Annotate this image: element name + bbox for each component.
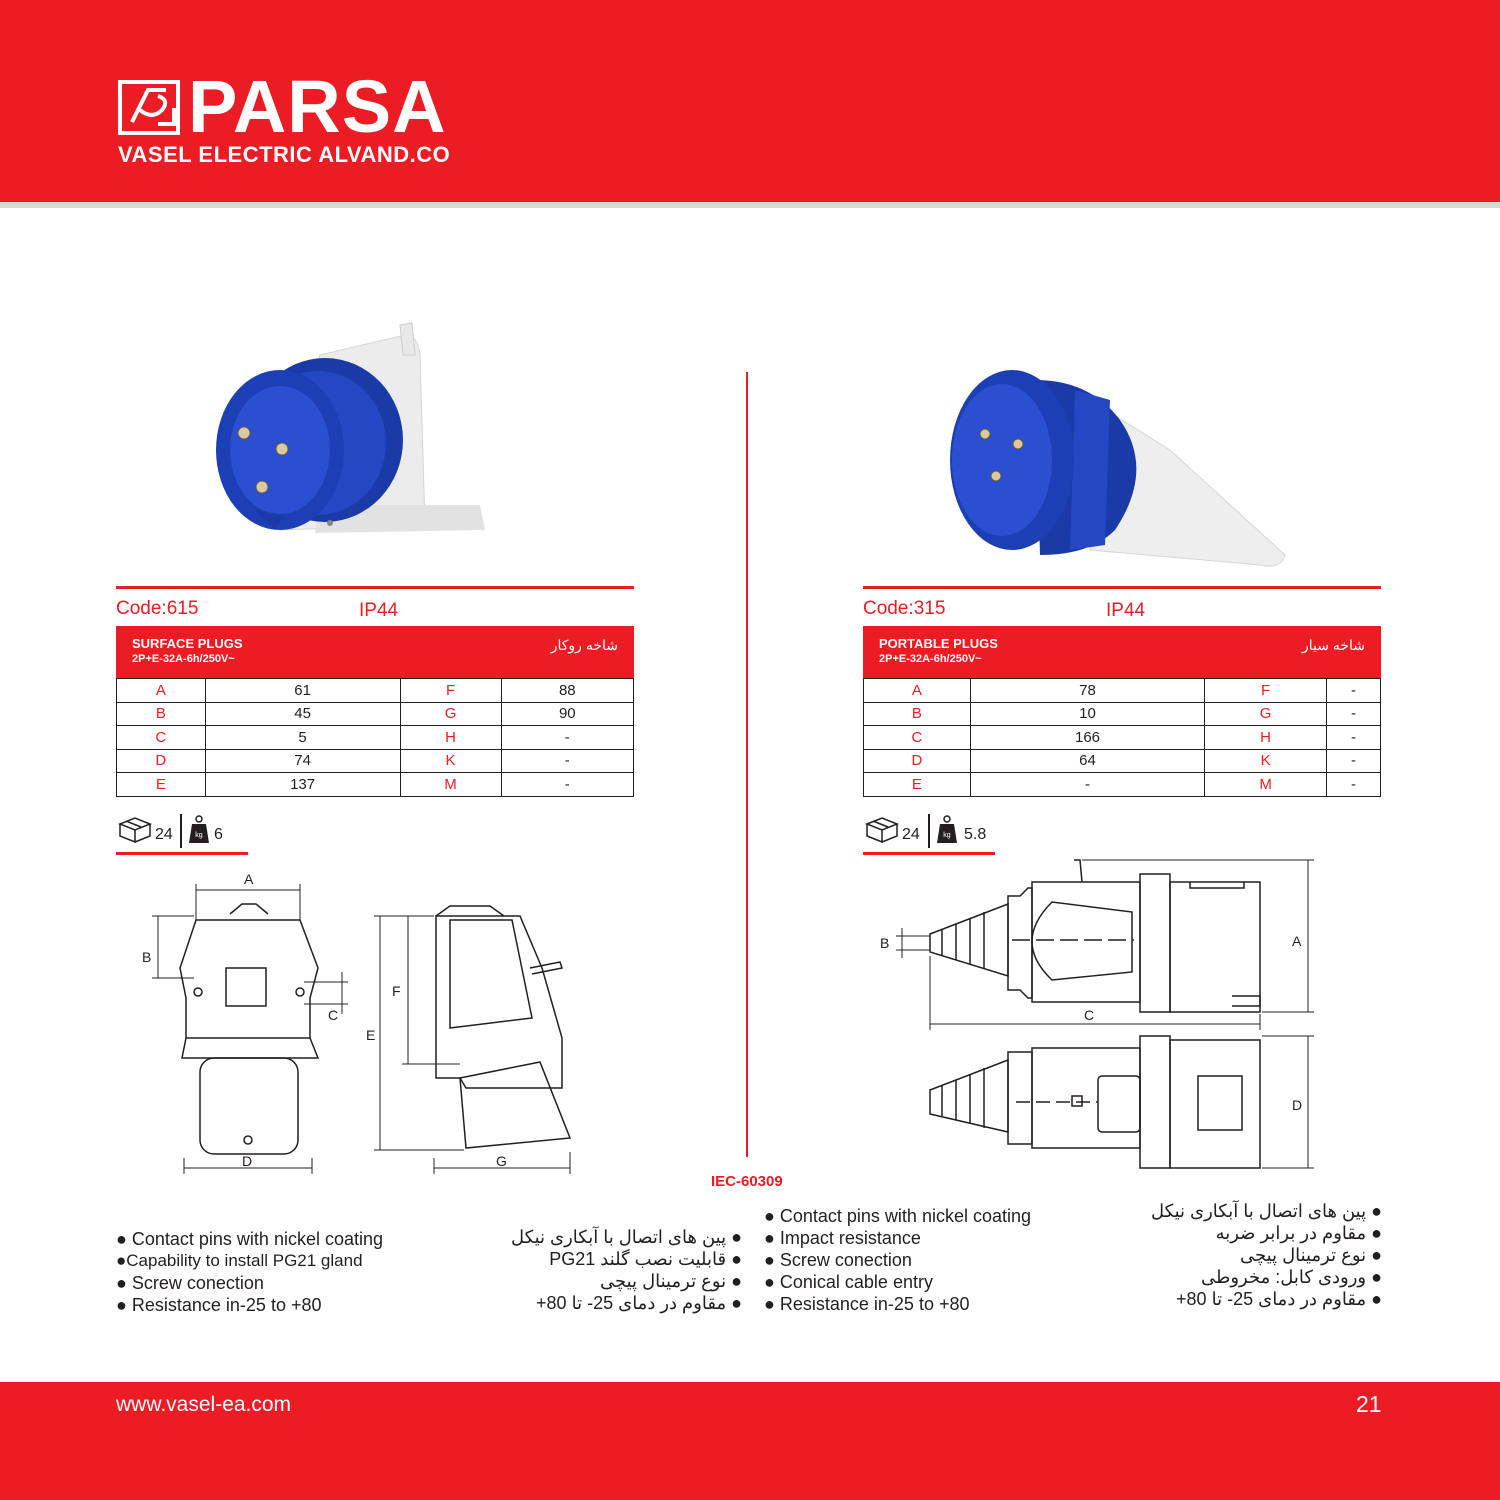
portable-plug-drawing — [872, 852, 1322, 1177]
dim-value: 5 — [205, 726, 400, 750]
dim-label: B — [864, 702, 971, 726]
dim-value: 137 — [205, 773, 400, 797]
product-type-fa: شاخه سیار — [1301, 637, 1365, 653]
dim-value: 45 — [205, 702, 400, 726]
portable-plug-photo — [940, 360, 1290, 575]
dim-letter: G — [496, 1153, 507, 1169]
dim-letter: B — [880, 935, 890, 951]
dim-label: B — [117, 702, 206, 726]
dim-label: A — [864, 679, 971, 703]
list-item: ● Contact pins with nickel coating — [116, 1229, 384, 1249]
list-item: ● پین های اتصال با آبکاری نیکل — [1151, 1201, 1382, 1221]
table-row — [864, 679, 1381, 703]
dim-label: C — [117, 726, 206, 750]
list-item: ● Resistance in-25 to +80 — [116, 1295, 322, 1315]
list-item: ● Resistance in-25 to +80 — [764, 1294, 970, 1314]
list-item: ● Contact pins with nickel coating — [764, 1206, 1032, 1226]
svg-text:kg: kg — [195, 832, 203, 839]
weight-value: 6 — [214, 826, 223, 843]
header-divider — [0, 202, 1500, 208]
website-link[interactable]: www.vasel-ea.com — [116, 1393, 292, 1416]
table-row — [117, 773, 634, 797]
product-code: Code:315 — [863, 598, 946, 619]
dim-value: - — [1326, 726, 1380, 750]
standard-label: IEC-60309 — [711, 1173, 783, 1190]
table-row — [117, 702, 634, 726]
table-row — [117, 679, 634, 703]
spec-rule — [116, 586, 634, 589]
spec-header — [863, 626, 1381, 678]
table-row — [864, 726, 1381, 750]
dim-value: - — [501, 773, 633, 797]
features-list-en — [764, 1205, 1104, 1315]
dim-label: M — [1205, 773, 1327, 797]
dim-label: F — [400, 679, 501, 703]
dim-label: H — [1205, 726, 1327, 750]
dim-value: 88 — [501, 679, 633, 703]
spec-rule — [863, 586, 1381, 589]
table-row — [117, 726, 634, 750]
dim-letter: D — [242, 1153, 253, 1169]
features-list-en — [116, 1228, 446, 1316]
list-item: ● نوع ترمینال پیچی — [1240, 1245, 1382, 1265]
box-quantity: 24 — [155, 826, 173, 843]
list-item: ● پین های اتصال با آبکاری نیکل — [511, 1227, 742, 1247]
table-row — [864, 702, 1381, 726]
dim-label: C — [864, 726, 971, 750]
center-divider — [746, 372, 748, 1157]
pack-separator — [928, 814, 930, 848]
dim-label: F — [1205, 679, 1327, 703]
list-item: ● مقاوم در دمای 25- تا 80+ — [1176, 1289, 1382, 1309]
page-number: 21 — [1356, 1391, 1382, 1417]
dim-letter: C — [1084, 1007, 1095, 1023]
dim-label: D — [117, 749, 206, 773]
weight-icon — [188, 814, 210, 844]
dim-label: H — [400, 726, 501, 750]
weight-icon — [936, 814, 958, 844]
dim-label: A — [117, 679, 206, 703]
features-list-fa — [430, 1226, 742, 1314]
box-quantity: 24 — [902, 826, 920, 843]
dim-label: M — [400, 773, 501, 797]
ip-rating: IP44 — [359, 600, 399, 621]
dim-value: - — [970, 773, 1205, 797]
pack-rule — [116, 852, 248, 855]
dim-value: - — [501, 726, 633, 750]
brand-name: PARSA — [188, 65, 447, 148]
list-item: ● قابلیت نصب گلند PG21 — [549, 1249, 742, 1269]
table-row — [117, 749, 634, 773]
product-rating: 2P+E-32A-6h/250V~ — [879, 653, 982, 665]
dim-value: - — [1326, 749, 1380, 773]
product-code: Code:615 — [116, 598, 199, 619]
product-rating: 2P+E-32A-6h/250V~ — [132, 653, 235, 665]
dim-label: K — [400, 749, 501, 773]
list-item: ●Capability to install PG21 gland — [116, 1251, 363, 1270]
dim-letter: F — [392, 983, 401, 999]
parsa-logo-icon — [118, 80, 180, 135]
dim-label: E — [117, 773, 206, 797]
dim-value: 61 — [205, 679, 400, 703]
svg-text:kg: kg — [943, 832, 951, 839]
list-item: ● نوع ترمینال پیچی — [600, 1271, 742, 1291]
brand-subtitle: VASEL ELECTRIC ALVAND.CO — [118, 142, 451, 167]
dim-value: - — [1326, 679, 1380, 703]
dim-letter: A — [244, 871, 254, 887]
dim-value: - — [1326, 702, 1380, 726]
table-row — [864, 749, 1381, 773]
dim-value: - — [1326, 773, 1380, 797]
list-item: ● Conical cable entry — [764, 1272, 933, 1292]
dim-value: 166 — [970, 726, 1205, 750]
box-icon — [863, 814, 901, 844]
features-list-fa — [1080, 1200, 1382, 1310]
dim-value: 74 — [205, 749, 400, 773]
dim-value: 90 — [501, 702, 633, 726]
list-item: ● Impact resistance — [764, 1228, 921, 1248]
product-type-fa: شاخه روکار — [550, 637, 618, 653]
dim-value: 10 — [970, 702, 1205, 726]
box-icon — [116, 814, 154, 844]
dim-letter: B — [142, 949, 152, 965]
ip-rating: IP44 — [1106, 600, 1146, 621]
dim-label: E — [864, 773, 971, 797]
list-item: ● مقاوم در دمای 25- تا 80+ — [536, 1293, 742, 1313]
spec-header — [116, 626, 634, 678]
list-item: ● ورودی کابل: مخروطی — [1201, 1267, 1382, 1287]
list-item: ● مقاوم در برابر ضربه — [1215, 1223, 1382, 1243]
surface-plug-photo — [200, 315, 510, 555]
dim-letter: A — [1292, 933, 1302, 949]
dim-letter: D — [1292, 1097, 1303, 1113]
table-row — [864, 773, 1381, 797]
dim-label: D — [864, 749, 971, 773]
dim-letter: C — [328, 1007, 339, 1023]
list-item: ● Screw conection — [764, 1250, 912, 1270]
product-type: PORTABLE PLUGS — [879, 636, 998, 651]
surface-plug-drawing — [130, 868, 590, 1178]
dim-value: - — [501, 749, 633, 773]
dim-value: 64 — [970, 749, 1205, 773]
list-item: ● Screw conection — [116, 1273, 264, 1293]
weight-value: 5.8 — [964, 826, 987, 843]
pack-separator — [180, 814, 182, 848]
dim-label: G — [1205, 702, 1327, 726]
dimension-table — [863, 678, 1381, 797]
dim-label: G — [400, 702, 501, 726]
dim-letter: E — [366, 1027, 376, 1043]
dim-label: K — [1205, 749, 1327, 773]
dim-value: 78 — [970, 679, 1205, 703]
dimension-table — [116, 678, 634, 797]
product-type: SURFACE PLUGS — [132, 636, 243, 651]
